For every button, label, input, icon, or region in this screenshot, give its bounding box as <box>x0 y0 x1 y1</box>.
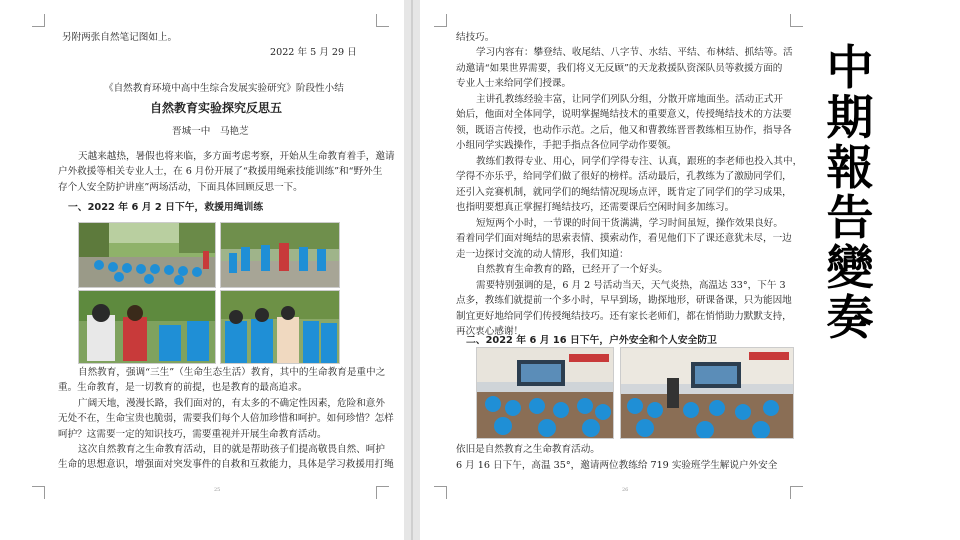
body-line: 重。生命教育，是一切教育的前提，也是教育的最高追求。 <box>58 382 308 393</box>
author-line: 晋城一中 马艳芝 <box>172 126 249 137</box>
body-line: 始后，他面对全体同学，说明掌握绳结技术的重要意义，传授绳结技术的方法要 <box>456 109 792 120</box>
body-line: 生命的思想意识，增强面对突发事件的自救和互救能力，具体是学习救援用打绳 <box>58 459 394 470</box>
rope-training-photo-art <box>79 291 215 363</box>
body-line: 6 月 16 日下午，高温 35°，邀请两位教练给 719 实验班学生解说户外安全 <box>456 460 778 471</box>
body-line: 短短两个小时，一节课的时间干货满满，学习时间虽短，操作效果良好。 <box>476 218 783 229</box>
body-line: 看着同学们面对绳结的思索表情、摸索动作，看见他们下了课还意犹未尽，一边 <box>456 233 792 244</box>
crop-mark <box>376 486 389 499</box>
project-title: 《自然教育环境中高中生综合发展实验研究》阶段性小结 <box>104 83 344 94</box>
body-line: 制宜更好地给同学们传授绳结技巧。还有家长老师们，都在悄悄助力默默支持， <box>456 311 792 322</box>
document-page-left <box>20 0 402 540</box>
intro-line: 存个人安全防护讲座”两场活动，下面具体回顾反思一下。 <box>58 182 303 193</box>
rope-training-photo <box>78 222 216 288</box>
rope-training-photo-art <box>221 291 339 363</box>
body-line: 呵护？这需要一定的知识技巧，需要重视并开展生命教育活动。 <box>58 429 327 440</box>
section2-heading: 二、2022 年 6 月 16 日下午，户外安全和个人安全防卫 <box>466 335 717 346</box>
body-line: 教练们教得专业、用心，同学们学得专注、认真，跟班的李老师也投入其中， <box>476 156 803 167</box>
body-line: 领，既语言传授，也动作示范。之后，他又和曹教练晋晋教练相互协作，指导各 <box>456 125 792 136</box>
body-line: 广阔天地，漫漫长路，我们面对的，有太多的不确定性因素，危险和意外 <box>78 398 385 409</box>
body-line: 无处不在，生命宝贵也脆弱，需要我们每个人倍加珍惜和呵护。如何珍惜？怎样 <box>58 413 394 424</box>
rope-training-photo-art <box>221 223 339 287</box>
document-page-right <box>422 0 814 540</box>
body-line: 学习内容有：攀登结、收尾结、八字节、水结、平结、布林结、抓结等。活 <box>476 47 793 58</box>
body-line: 这次自然教育之生命教育活动，目的就是帮助孩子们提高敬畏自然、呵护 <box>78 444 385 455</box>
body-line: 自然教育，强调“三生”（生命生态生活）教育，其中的生命教育是重中之 <box>78 367 386 378</box>
classroom-photo <box>620 347 794 439</box>
body-line: 小组同学实践操作，手把手指点各位同学动作要领。 <box>456 140 677 151</box>
intro-line: 天越来越热，暑假也将来临，多方面考虑考察，开始从生命教育着手，邀请 <box>78 151 395 162</box>
body-line: 自然教育生命教育的路，已经开了一个好头。 <box>476 264 668 275</box>
body-line: 学得不亦乐乎，给同学们做了很好的榜样。活动最后，孔教练为了激励同学们， <box>456 171 792 182</box>
body-line: 点多，教练们就提前一个多小时，早早到场，勘探地形，研课备课，只为能因地 <box>456 295 792 306</box>
crop-mark <box>32 486 45 499</box>
report-date: 2022 年 5 月 29 日 <box>270 47 357 58</box>
classroom-photo-art <box>621 348 793 438</box>
intro-line: 户外救援等相关专业人士，在 6 月份开展了“救援用绳索技能训练”和“野外生 <box>58 166 383 177</box>
crop-mark <box>790 486 803 499</box>
body-line: 结技巧。 <box>456 32 495 43</box>
crop-mark <box>434 14 447 27</box>
crop-mark <box>32 14 45 27</box>
page-divider <box>411 0 413 540</box>
body-line: 主讲孔教练经验丰富，让同学们列队分组，分散开席地面坐。活动正式开 <box>476 94 783 105</box>
body-line: 也指明要想真正掌握打绳结技巧，还需要课后空闲时间多加练习。 <box>456 202 735 213</box>
rope-training-photo-art <box>79 223 215 287</box>
body-line: 需要特别强调的是，6 月 2 号活动当天，天气炎热，高温达 33°，下午 3 <box>476 280 786 291</box>
classroom-photo-art <box>477 348 613 438</box>
body-line: 依旧是自然教育之生命教育活动。 <box>456 444 600 455</box>
page-number: 26 <box>622 487 629 493</box>
body-line: 还引入竞赛机制，就同学们的绳结情况现场点评，既肯定了同学们的学习成果， <box>456 187 792 198</box>
crop-mark <box>434 486 447 499</box>
page-number: 25 <box>214 487 221 493</box>
classroom-photo <box>476 347 614 439</box>
body-line: 再次衷心感谢！ <box>456 326 524 337</box>
body-line: 走一边探讨交流的动人情形，我们知道： <box>456 249 629 260</box>
rope-training-photo <box>220 290 340 364</box>
crop-mark <box>790 14 803 27</box>
side-title: 中期報告變奏 <box>826 41 874 346</box>
rope-training-photo <box>220 222 340 288</box>
rope-training-photo <box>78 290 216 364</box>
article-title: 自然教育实验探究反思五 <box>150 101 283 115</box>
top-note: 另附两张自然笔记图如上。 <box>62 32 178 43</box>
section1-heading: 一、2022 年 6 月 2 日下午，救援用绳训练 <box>68 202 264 213</box>
body-line: 动邀请“如果世界需要，我们将义无反顾”的天龙救援队资深队员等救援方面的 <box>456 63 783 74</box>
crop-mark <box>376 14 389 27</box>
body-line: 专业人士来给同学们授课。 <box>456 78 572 89</box>
